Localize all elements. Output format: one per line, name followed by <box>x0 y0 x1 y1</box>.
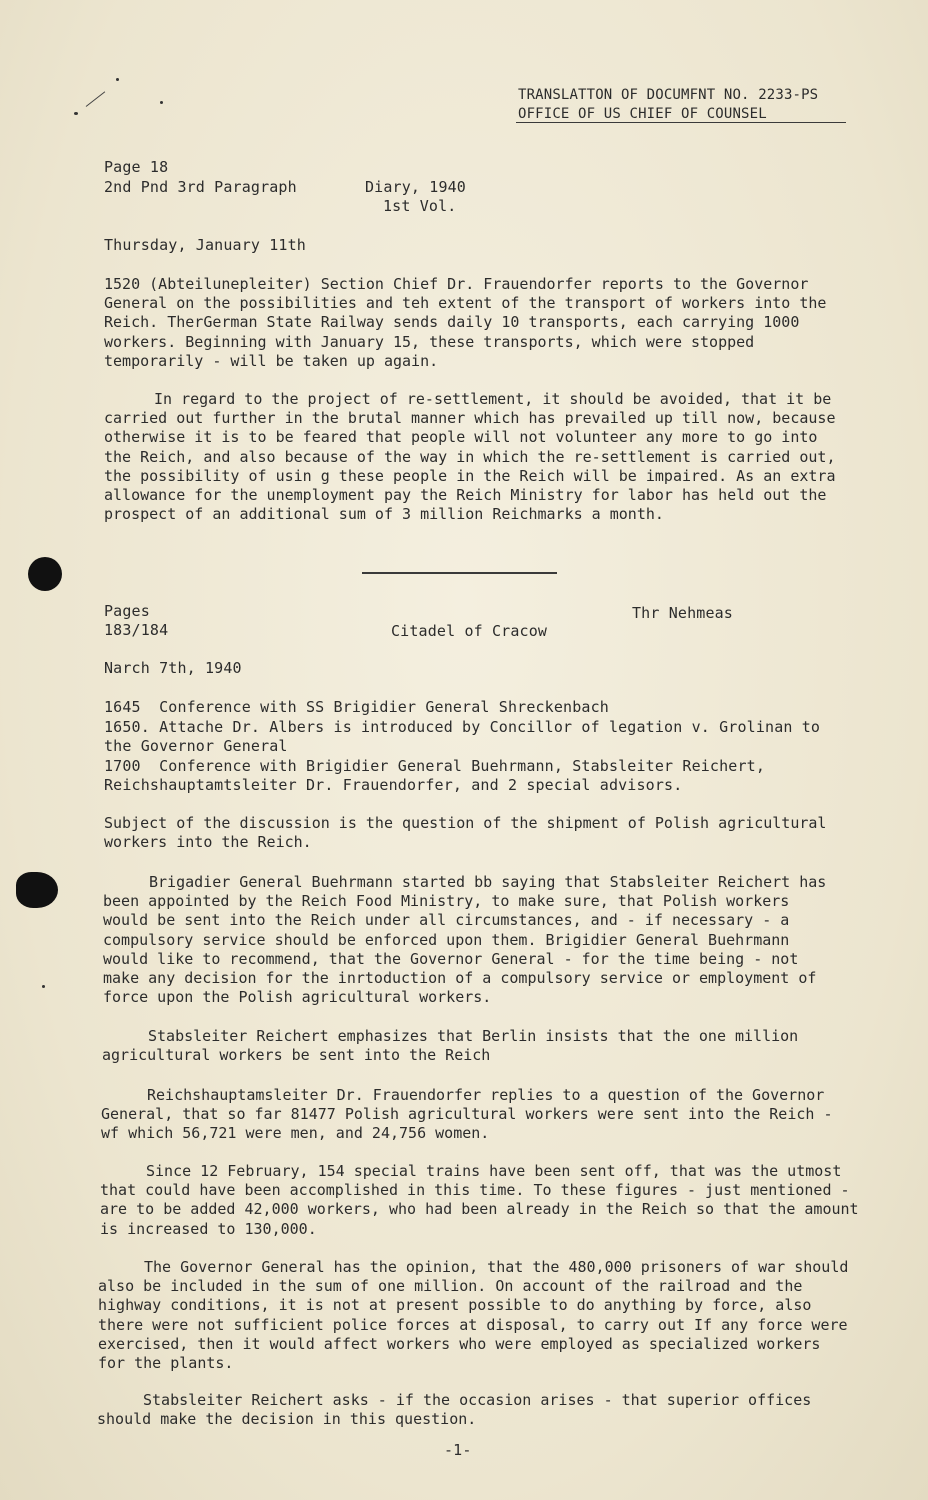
page-reference: Page 18 <box>104 158 169 176</box>
section-divider <box>362 572 557 574</box>
paragraph-governor-opinion: The Governor General has the opinion, that the 480,000 prisoners of war should also be included in the sum of one million. On account of the railroad and the highway conditions, it is not at present possible to do anything by force, also there were not sufficient police forces at disposal, to carry out If any force were exercised, then it would affect workers who were employed as specialized workers for the plants. <box>98 1258 849 1373</box>
pen-mark <box>86 91 106 107</box>
paragraph-subject: Subject of the discussion is the question of the shipment of Polish agricultural workers into the Reich. <box>104 814 827 852</box>
paragraph-resettlement: In regard to the project of re-settlement, it should be avoided, that it be carried out further in the brutal manner which has prevailed up till now, because otherwise it is to be feared that people will not volunteer any more to go into the Reich, and also because of the way in which the re-settlement is carried out, the possibility of usin g these people in the Reich will be impaired. As an extra allowance for the unemployment pay the Reich Ministry for labor has held out the prospect of an additional sum of 3 million Reichmarks a month. <box>104 390 836 524</box>
paragraph-reference: 2nd Pnd 3rd Paragraph <box>104 178 297 196</box>
pages-label: Pages <box>104 602 150 620</box>
schedule-item-cont: the Governor General <box>104 737 288 755</box>
entry-date: Thursday, January 11th <box>104 236 306 254</box>
initials: Thr Nehmeas <box>632 604 733 622</box>
paragraph-frauendorfer: Reichshauptamsleiter Dr. Frauendorfer replies to a question of the Governor General, that so far 81477 Polish agricultural workers were sent into the Reich - wf which 56,721 were men, and 24,756 women. <box>101 1086 833 1143</box>
volume-reference: 1st Vol. <box>383 197 457 215</box>
entry-date: Narch 7th, 1940 <box>104 659 242 677</box>
speck <box>160 101 163 104</box>
page-number: -1- <box>444 1441 472 1459</box>
punch-hole-bottom <box>16 872 58 908</box>
header-title: TRANSLATTON OF DOCUMFNT NO. 2233-PS <box>518 87 819 103</box>
speck <box>74 112 78 115</box>
paragraph-transport-report: 1520 (Abteilunepleiter) Section Chief Dr. Frauendorfer reports to the Governor General on the possibilities and teh extent of the transport of workers into the Reich. TherGerman State Railway sends daily 10 transports, each carrying 1000 workers. Beginning with January 15, these transports, which were stopped temporarily - will be taken up again. <box>104 275 827 370</box>
schedule-item-cont: Reichshauptamtsleiter Dr. Frauendorfer, and 2 special advisors. <box>104 776 683 794</box>
schedule-item: 1645 Conference with SS Brigidier General Shreckenbach <box>104 698 609 716</box>
header-underline <box>516 122 846 123</box>
diary-reference: Diary, 1940 <box>365 178 466 196</box>
paragraph-reichert-asks: Stabsleiter Reichert asks - if the occasion arises - that superior offices should make the decision in this question. <box>97 1391 812 1429</box>
location: Citadel of Cracow <box>391 622 548 640</box>
speck <box>42 985 45 988</box>
schedule-item: 1650. Attache Dr. Albers is introduced by Concillor of legation v. Grolinan to <box>104 718 821 736</box>
punch-hole-top <box>28 557 62 591</box>
paragraph-reichert-emphasis: Stabsleiter Reichert emphasizes that Berlin insists that the one million agricultural workers be sent into the Reich <box>102 1027 799 1065</box>
paragraph-special-trains: Since 12 February, 154 special trains have been sent off, that was the utmost that could have been accomplished in this time. To these figures - just mentioned - are to be added 42,000 workers, who had been already in the Reich so that the amount is increased to 130,000. <box>100 1162 859 1238</box>
pages-number: 183/184 <box>104 621 169 639</box>
header-office: OFFICE OF US CHIEF OF COUNSEL <box>518 106 767 122</box>
schedule-item: 1700 Conference with Brigidier General Buehrmann, Stabsleiter Reichert, <box>104 757 766 775</box>
paragraph-buehrmann: Brigadier General Buehrmann started bb saying that Stabsleiter Reichert has been appointed by the Reich Food Ministry, to make sure, that Polish workers would be sent into the Reich under all circumstances, and - if necessary - a compulsory service should be enforced upon them. Brigidier General Buehrmann would like to recommend, that the Governor General - for the time being - not make any decision for the inrtoduction of a compulsory service or employment of force upon the Polish agricultural workers. <box>103 873 827 1007</box>
speck <box>116 78 119 81</box>
